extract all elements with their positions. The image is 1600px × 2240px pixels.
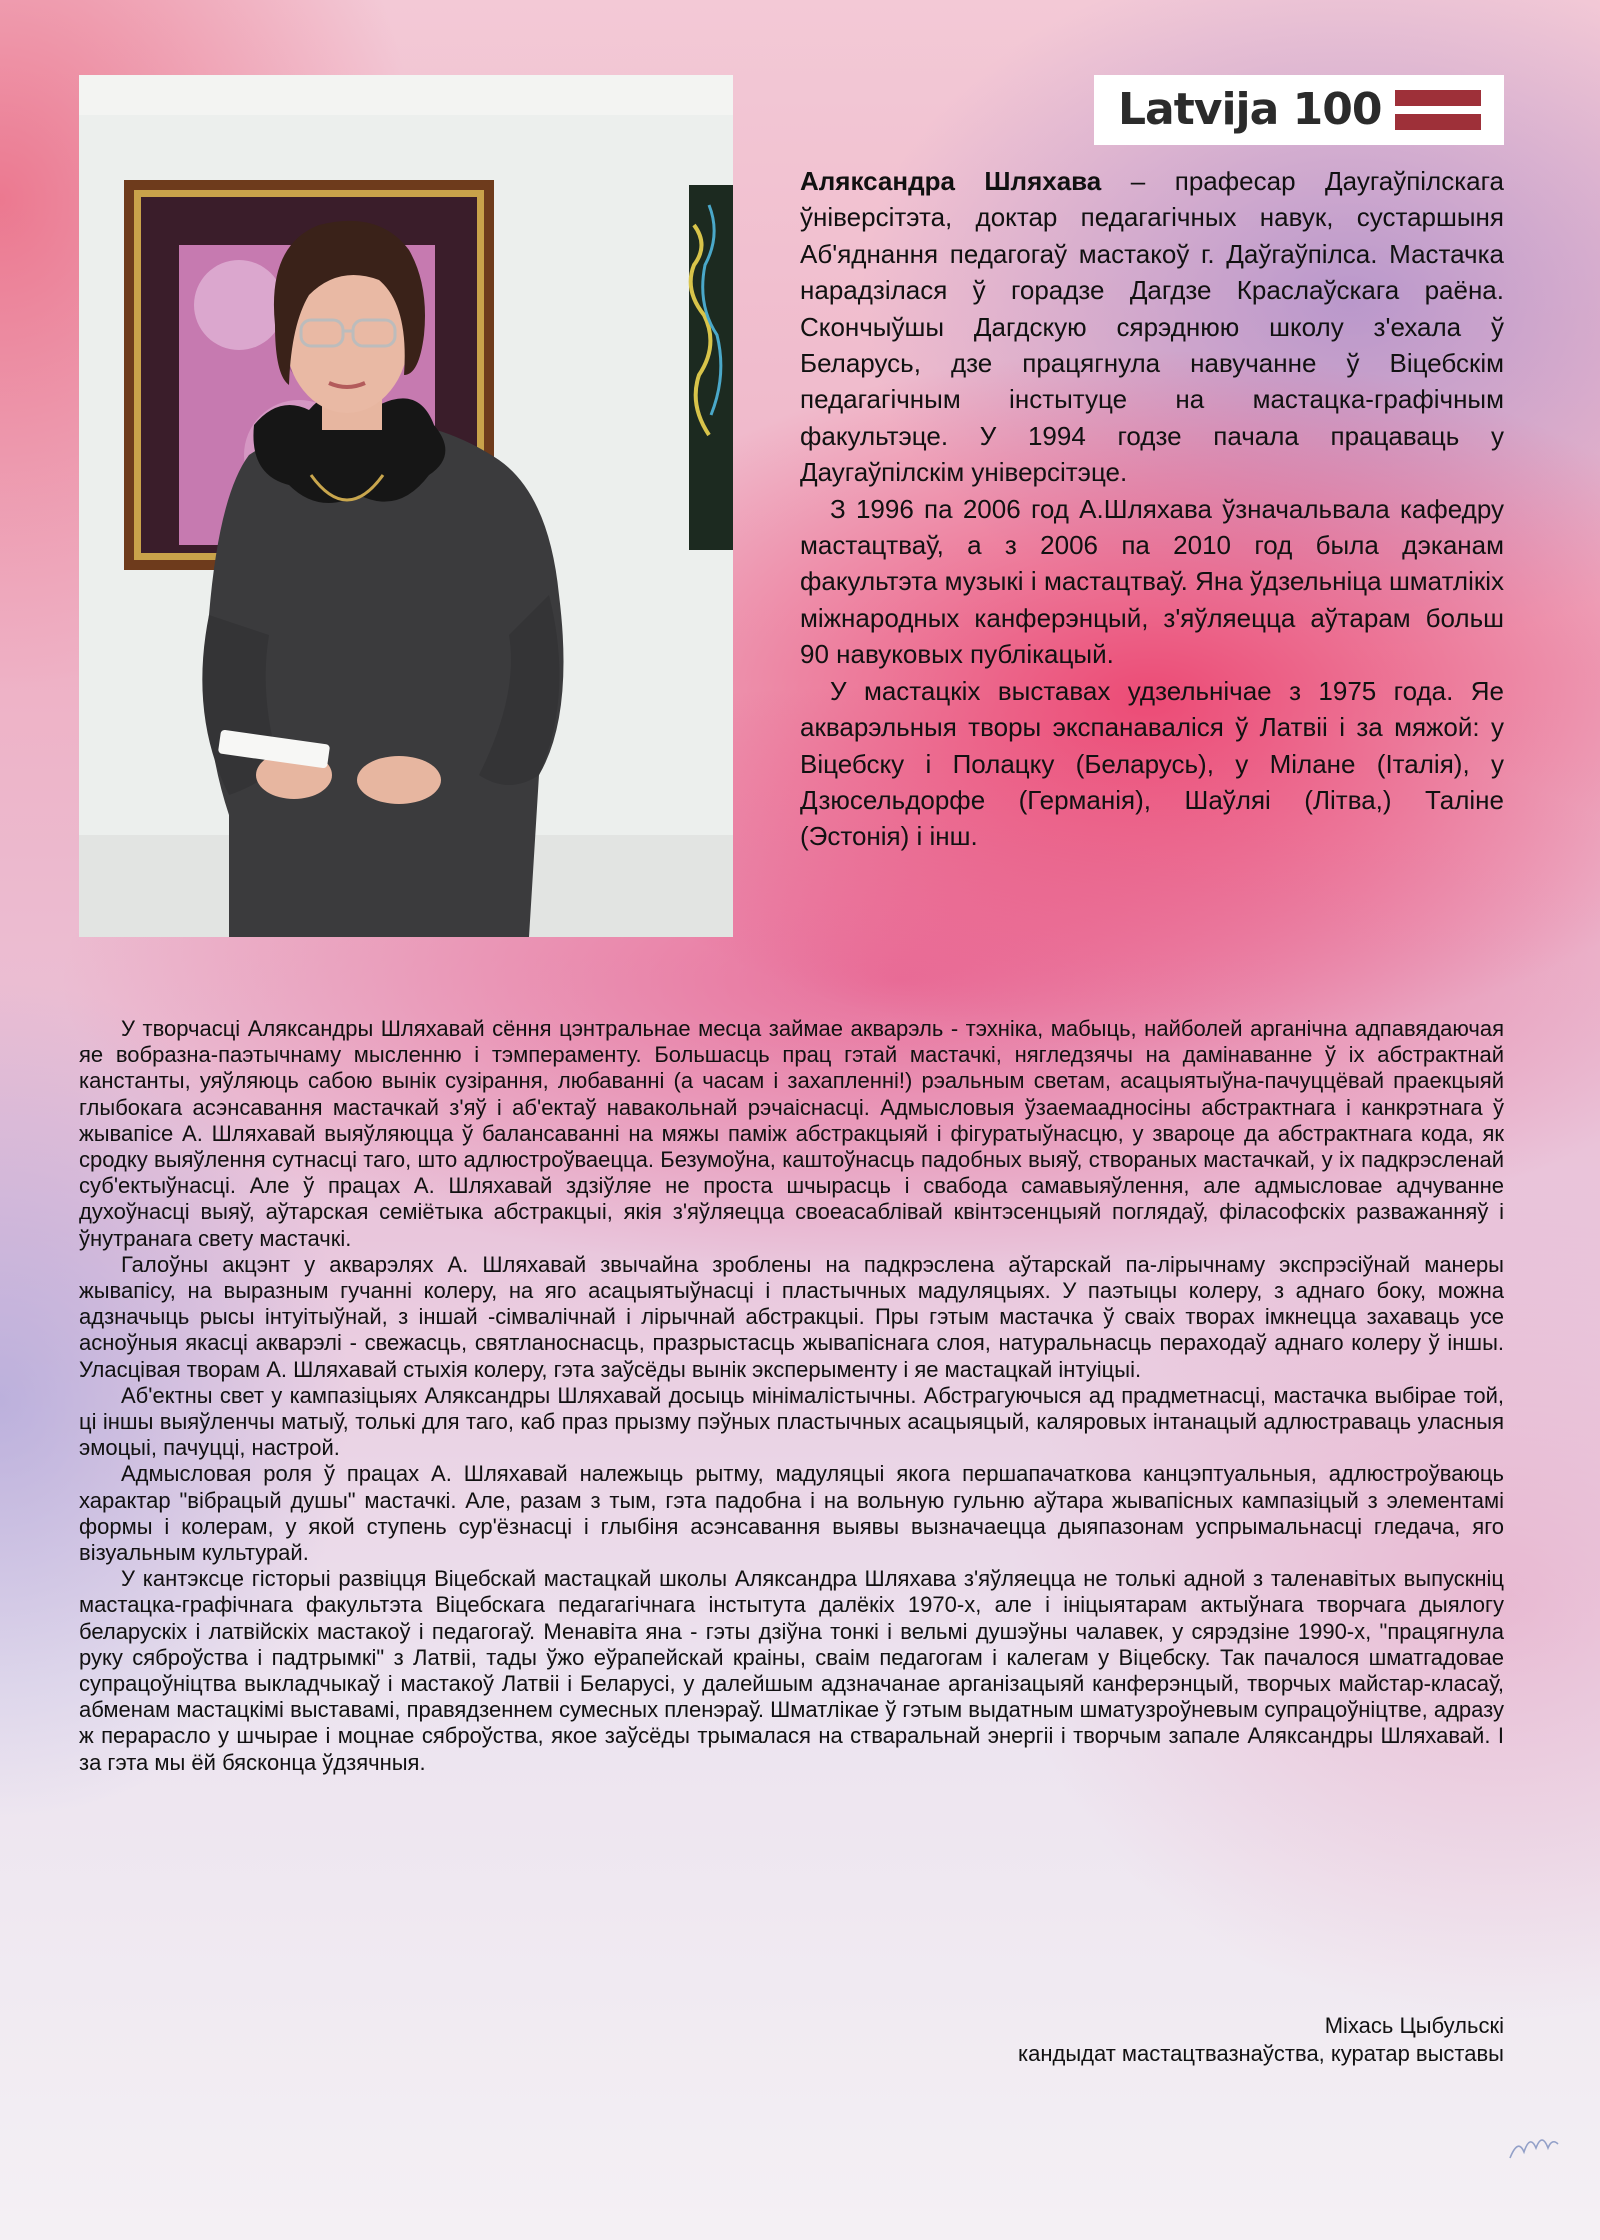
bio-paragraph: У мастацкіх выставах удзельнічае з 1975 года. Яе акварэльныя творы экспанаваліся ў Латвіі і за мяжой: у Віцебску і Полацку (Беларусь), у Мілане (Італія), у Дзюсельдорфе (Германія), Шаўляі (Літва,) Таліне (Эстонія) і інш. [800, 675, 1504, 852]
author-title: кандыдат мастацтвазнаўства, куратар выставы [1018, 2041, 1504, 2066]
latvian-flag-icon [1395, 90, 1481, 130]
artist-photo-illustration [79, 75, 733, 937]
logo-text: Latvija 100 [1118, 84, 1382, 135]
bio-paragraph: З 1996 па 2006 год А.Шляхава ўзначальвала кафедру мастацтваў, а з 2006 па 2010 год была дэканам факультэта музыкі і мастацтваў. Яна ўдзельніца шматлікіх міжнародных канферэнцый, з'яўляецца аўтарам больш 90 навуковых публікацый. [800, 493, 1504, 670]
bio-section [800, 163, 1504, 855]
article-body [79, 1016, 1504, 1776]
artist-name: Аляксандра Шляхава [800, 166, 1102, 196]
bio-paragraph: Аляксандра Шляхава – прафесар Даугаўпілскага ўніверсітэта, доктар педагагічных навук, сустаршыня Аб'яднання педагогаў мастакоў г. Даўгаўпілса. Мастачка нарадзілася ў горадзе Дагдзе Краслаўскага раёна. Скончыўшы Дагдскую сярэднюю школу з'ехала ў Беларусь, дзе працягнула навучанне ў Віцебскім педагагічным інстытуце на мастацка-графічным факультэце. У 1994 годзе пачала працаваць у Даугаўпілскім універсітэце. [800, 166, 1505, 488]
artist-photo [79, 75, 733, 937]
author-name: Міхась Цыбульскі [1324, 2013, 1504, 2038]
article-paragraph: Аб'ектны свет у кампазіцыях Аляксандры Шляхавай досыць мінімалістычны. Абстрагуючыся ад прадметнасці, мастачка выбірае той, ці іншы выяўленчы матыў, толькі для таго, каб праз прызму пэўных пластычных асацыяцый, каляровых інтанацый адлюстраваць уласныя эмоцыі, пачуцці, настрой. [79, 1382, 1504, 1461]
signature-block [1018, 2012, 1504, 2068]
article-paragraph: Адмысловая роля ў працах А. Шляхавай належыць рытму, мадуляцыі якога першапачаткова канцэптуальныя, адлюстроўваюць характар "вібрацый душы" мастачкі. Але, разам з тым, гэта падобна і на вольную гульню аўтара жывапісных кампазіцый з элементамі формы і колерам, у якой ступень сур'ёзнасці і глыбіня асэнсавання выявы вызначаецца дыяпазонам успрымальнасці гледача, яго візуальным культурай. [79, 1461, 1504, 1566]
article-paragraph: Галоўны акцэнт у акварэлях А. Шляхавай звычайна зроблены на падкрэслена аўтарскай па-лірычнаму экспрэсіўнай манеры жывапісу, на выразным гучанні колеру, на яго асацыятыўнасці і пластычных мадуляцыях. У паэтыцы колеру, з аднаго боку, можна адзначыць рысы інтуітыўнай, з іншай -сімвалічнай і лірычнай абстракцыі. Пры гэтым мастачка ў сваіх творах імкнецца захаваць усе асноўныя якасці акварэлі - свежасць, святланоснасць, празрыстасць жывапіснага слоя, натуральнасць пераходаў аднаго колеру ў іншы. Уласцівая творам А. Шляхавай стыхія колеру, гэта заўсёды вынік эксперыменту і яе мастацкай інтуіцыі. [79, 1251, 1504, 1382]
article-paragraph: У кантэксце гісторыі развіцця Віцебскай мастацкай школы Аляксандра Шляхава з'яўляецца не толькі адной з таленавітых выпускніц мастацка-графічнага факультэта Віцебскага педагагічнага інстытута далёкіх 1970-х, але і ініцыятарам актыўнага творчага дыялогу беларускіх і латвійскіх мастакоў і педагогаў. Менавіта яна - гэты дзіўна тонкі і вельмі душэўны чалавек, у сярэдзіне 1990-х, "працягнула руку сяброўства і падтрымкі" з Латвіі, тады ўжо еўрапейскай краіны, сваім педагогам і калегам у Віцебску. Так пачалося шматгадовае супрацоўніцтва выкладчыкаў і мастакоў Латвіі і Беларусі, у далейшым адзначанае арганізацыяй канферэнцый, творчых майстар-класаў, абменам мастацкімі выставамі, правядзеннем сумесных пленэраў. Шматлікае ў гэтым выдатным шматузроўневым супрацоўніцтве, адразу ж перарасло у шчырае і моцнае сяброўства, якое заўсёды трымалася на стваральнай энергіі і творчым запале Аляксандры Шляхавай. І за гэта мы ёй бясконца ўдзячныя. [79, 1566, 1504, 1775]
handwritten-mark-icon [1505, 2118, 1565, 2168]
latvija-100-logo [1094, 75, 1504, 145]
article-paragraph: У творчасці Аляксандры Шляхавай сёння цэнтральнае месца займае акварэль - тэхніка, мабыць, найболей арганічна адпавядаючая яе вобразна-паэтычнаму мысленню і тэмпераменту. Большасць прац гэтай мастачкі, нягледзячы на дамінаванне ў іх абстрактнай канстанты, уяўляюць сабою вынік сузірання, любаванні (а часам і захапленні!) рэальным светам, асацыятыўна-пачуццёвай праекцыяй глыбокага асэнсавання мастачкай з'яў і аб'ектаў навакольнай рэчаіснасці. Адмысловыя ўзаемаадносіны абстрактнага і канкрэтнага ў жывапісе А. Шляхавай выяўляюцца ў балансаванні на мяжы паміж абстракцыяй і фігуратыўнасцю, у звароце да абстрактнага кода, як сродку выяўлення сутнасці таго, што адлюстроўваецца. Безумоўна, каштоўнасць падобных выяў, створаных мастачкай, у іх падкрэсленай суб'ектыўнасці. Але ў працах А. Шляхавай здзіўляе не проста шчырасць і свабода самавыяўлення, але адмысловае адчуванне духоўнасці выяў, аўтарская семіётыка абстракцыі, якія з'яўляецца своеасаблівай квінтэсенцыяй поглядаў, філасофскіх разважанняў і ўнутранага свету мастачкі. [79, 1016, 1504, 1251]
